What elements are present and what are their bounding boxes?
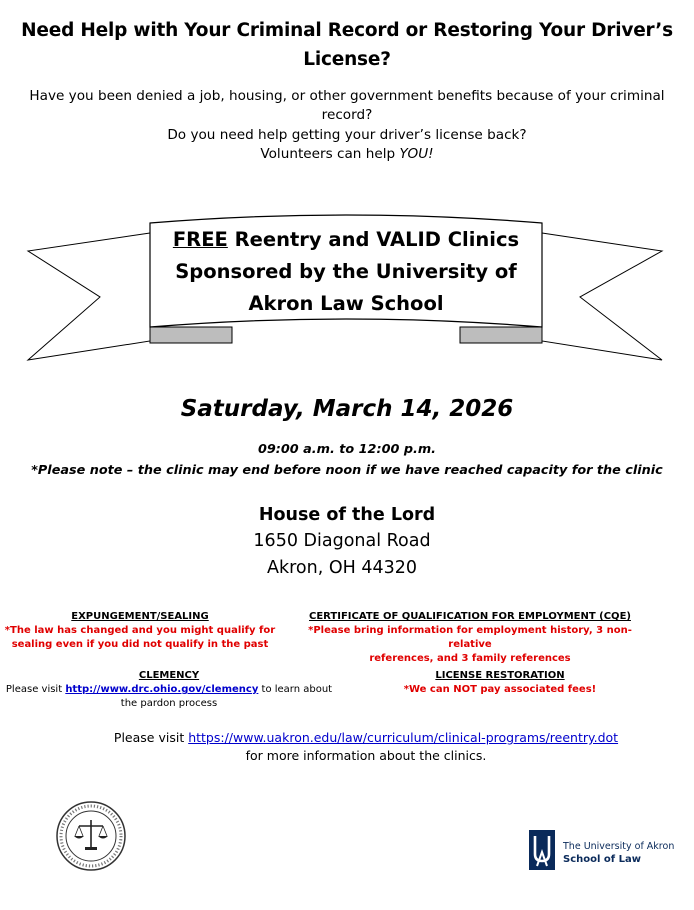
- banner-text: [150, 224, 542, 320]
- capacity-note: *Please note – the clinic may end before noon if we have reached capacity for the clinic: [31, 463, 663, 478]
- intro-line-1: Have you been denied a job, housing, or other government benefits because of your criminal: [29, 88, 665, 104]
- more-info-prefix: Please visit: [113, 730, 189, 745]
- more-info: [80, 729, 652, 765]
- banner-line-2: Sponsored by the University of: [175, 260, 517, 283]
- intro-emphasis: YOU!: [399, 145, 434, 162]
- banner-line-1: [150, 224, 542, 256]
- banner-line-3: Akron Law School: [248, 292, 444, 315]
- cqe-line-1: *Please bring information for employment history, 3 non-relative: [308, 625, 632, 650]
- clemency-prefix: Please visit: [5, 684, 66, 695]
- event-date: Saturday, March 14, 2026: [180, 396, 514, 422]
- service-cqe: [300, 610, 640, 666]
- clemency-link[interactable]: http://www.drc.ohio.gov/clemency: [65, 684, 259, 695]
- title-line-1: Need Help with Your Criminal Record or Restoring Your Driver’s: [21, 20, 673, 41]
- clemency-line-2: the pardon process: [120, 698, 218, 709]
- cqe-heading: CERTIFICATE OF QUALIFICATION FOR EMPLOYMENT (CQE): [309, 611, 631, 622]
- ua-school: School of Law: [563, 854, 641, 865]
- intro-line-2: record?: [321, 107, 373, 124]
- page-title: [10, 16, 684, 74]
- service-clemency: [0, 669, 338, 711]
- more-info-line-2: for more information about the clinics.: [245, 748, 487, 763]
- banner-line-1-rest: Reentry and VALID Clinics: [227, 228, 520, 251]
- venue-street: 1650 Diagonal Road: [253, 531, 431, 551]
- university-of-akron-logo: [529, 830, 684, 872]
- intro-text: [20, 87, 674, 164]
- clemency-heading: CLEMENCY: [138, 670, 200, 681]
- bar-foundation-seal-icon: [55, 800, 127, 872]
- ua-name: The University of Akron: [563, 841, 675, 852]
- intro-line-4-prefix: Volunteers can help: [260, 145, 400, 162]
- clemency-line-1: [0, 683, 338, 697]
- license-line-1: *We can NOT pay associated fees!: [403, 684, 597, 695]
- intro-line-3: Do you need help getting your driver’s license back?: [167, 126, 527, 143]
- expungement-line-1: *The law has changed and you might qualify for: [4, 625, 276, 636]
- title-line-2: License?: [303, 49, 391, 70]
- cqe-line-2: references, and 3 family references: [369, 653, 571, 664]
- intro-line-4: [20, 145, 674, 164]
- expungement-heading: EXPUNGEMENT/SEALING: [71, 611, 209, 622]
- event-time: 09:00 a.m. to 12:00 p.m.: [257, 442, 437, 457]
- clemency-suffix: to learn about: [258, 684, 333, 695]
- venue-name: House of the Lord: [258, 505, 436, 525]
- more-info-line-1: [80, 729, 652, 747]
- ua-mark-icon: [529, 830, 555, 870]
- banner-free: FREE: [172, 228, 228, 251]
- service-license-restoration: [330, 669, 670, 697]
- expungement-line-2: sealing even if you did not qualify in the past: [11, 639, 269, 650]
- service-expungement: [0, 610, 280, 652]
- venue-city: Akron, OH 44320: [266, 558, 417, 578]
- reentry-link[interactable]: https://www.uakron.edu/law/curriculum/clinical-programs/reentry.dot: [188, 730, 619, 745]
- license-heading: LICENSE RESTORATION: [435, 670, 565, 681]
